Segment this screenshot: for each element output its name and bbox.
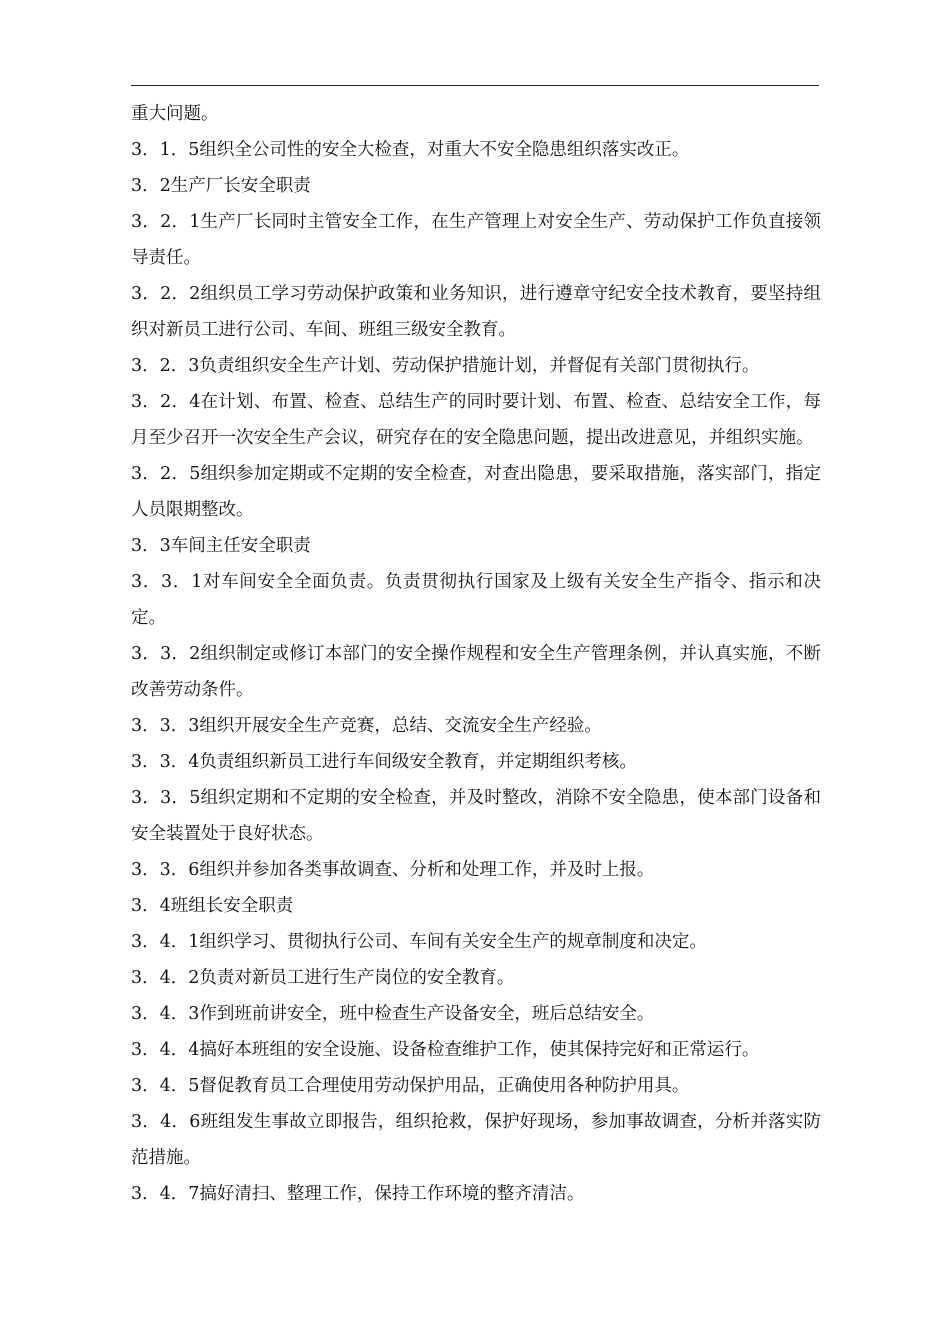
paragraph: 3．2．4在计划、布置、检查、总结生产的同时要计划、布置、检查、总结安全工作，每月至少召开一次安全生产会议，研究存在的安全隐患问题，提出改进意见，并组织实施。 (131, 392, 821, 448)
document-body (131, 96, 821, 1212)
paragraph: 3．2．2组织员工学习劳动保护政策和业务知识，进行遵章守纪安全技术教育，要坚持组织对新员工进行公司、车间、班组三级安全教育。 (131, 284, 821, 340)
paragraph: 3．2．1生产厂长同时主管安全工作，在生产管理上对安全生产、劳动保护工作负直接领导责任。 (131, 212, 821, 268)
paragraph: 3．1．5组织全公司性的安全大检查，对重大不安全隐患组织落实改正。 (131, 140, 690, 160)
paragraph: 3．4．2负责对新员工进行生产岗位的安全教育。 (131, 968, 515, 988)
paragraph: 3．2．5组织参加定期或不定期的安全检查，对查出隐患，要采取措施，落实部门，指定人员限期整改。 (131, 464, 821, 520)
paragraph: 3．2．3负责组织安全生产计划、劳动保护措施计划，并督促有关部门贯彻执行。 (131, 356, 760, 376)
paragraph: 3．4．1组织学习、贯彻执行公司、车间有关安全生产的规章制度和决定。 (131, 932, 707, 952)
paragraph: 3．3．6组织并参加各类事故调查、分析和处理工作，并及时上报。 (131, 860, 655, 880)
paragraph: 重大问题。 (131, 104, 219, 124)
paragraph: 3．4．4搞好本班组的安全设施、设备检查维护工作，使其保持完好和正常运行。 (131, 1040, 760, 1060)
paragraph: 3．4．6班组发生事故立即报告，组织抢救，保护好现场，参加事故调查，分析并落实防范措施。 (131, 1112, 821, 1168)
paragraph: 3．3．1对车间安全全面负责。负责贯彻执行国家及上级有关安全生产指令、指示和决定。 (131, 572, 821, 628)
paragraph: 3．3．2组织制定或修订本部门的安全操作规程和安全生产管理条例，并认真实施，不断改善劳动条件。 (131, 644, 821, 700)
paragraph: 3．3．4负责组织新员工进行车间级安全教育，并定期组织考核。 (131, 752, 637, 772)
paragraph: 3．3．5组织定期和不定期的安全检查，并及时整改，消除不安全隐患，使本部门设备和安全装置处于良好状态。 (131, 788, 821, 844)
section-heading: 3．2生产厂长安全职责 (131, 176, 311, 196)
paragraph: 3．4．7搞好清扫、整理工作，保持工作环境的整齐清洁。 (131, 1184, 585, 1204)
header-rule (131, 85, 819, 86)
section-heading: 3．4班组长安全职责 (131, 896, 294, 916)
section-heading: 3．3车间主任安全职责 (131, 536, 311, 556)
paragraph: 3．4．5督促教育员工合理使用劳动保护用品，正确使用各种防护用具。 (131, 1076, 690, 1096)
paragraph: 3．3．3组织开展安全生产竞赛，总结、交流安全生产经验。 (131, 716, 602, 736)
paragraph: 3．4．3作到班前讲安全，班中检查生产设备安全，班后总结安全。 (131, 1004, 655, 1024)
